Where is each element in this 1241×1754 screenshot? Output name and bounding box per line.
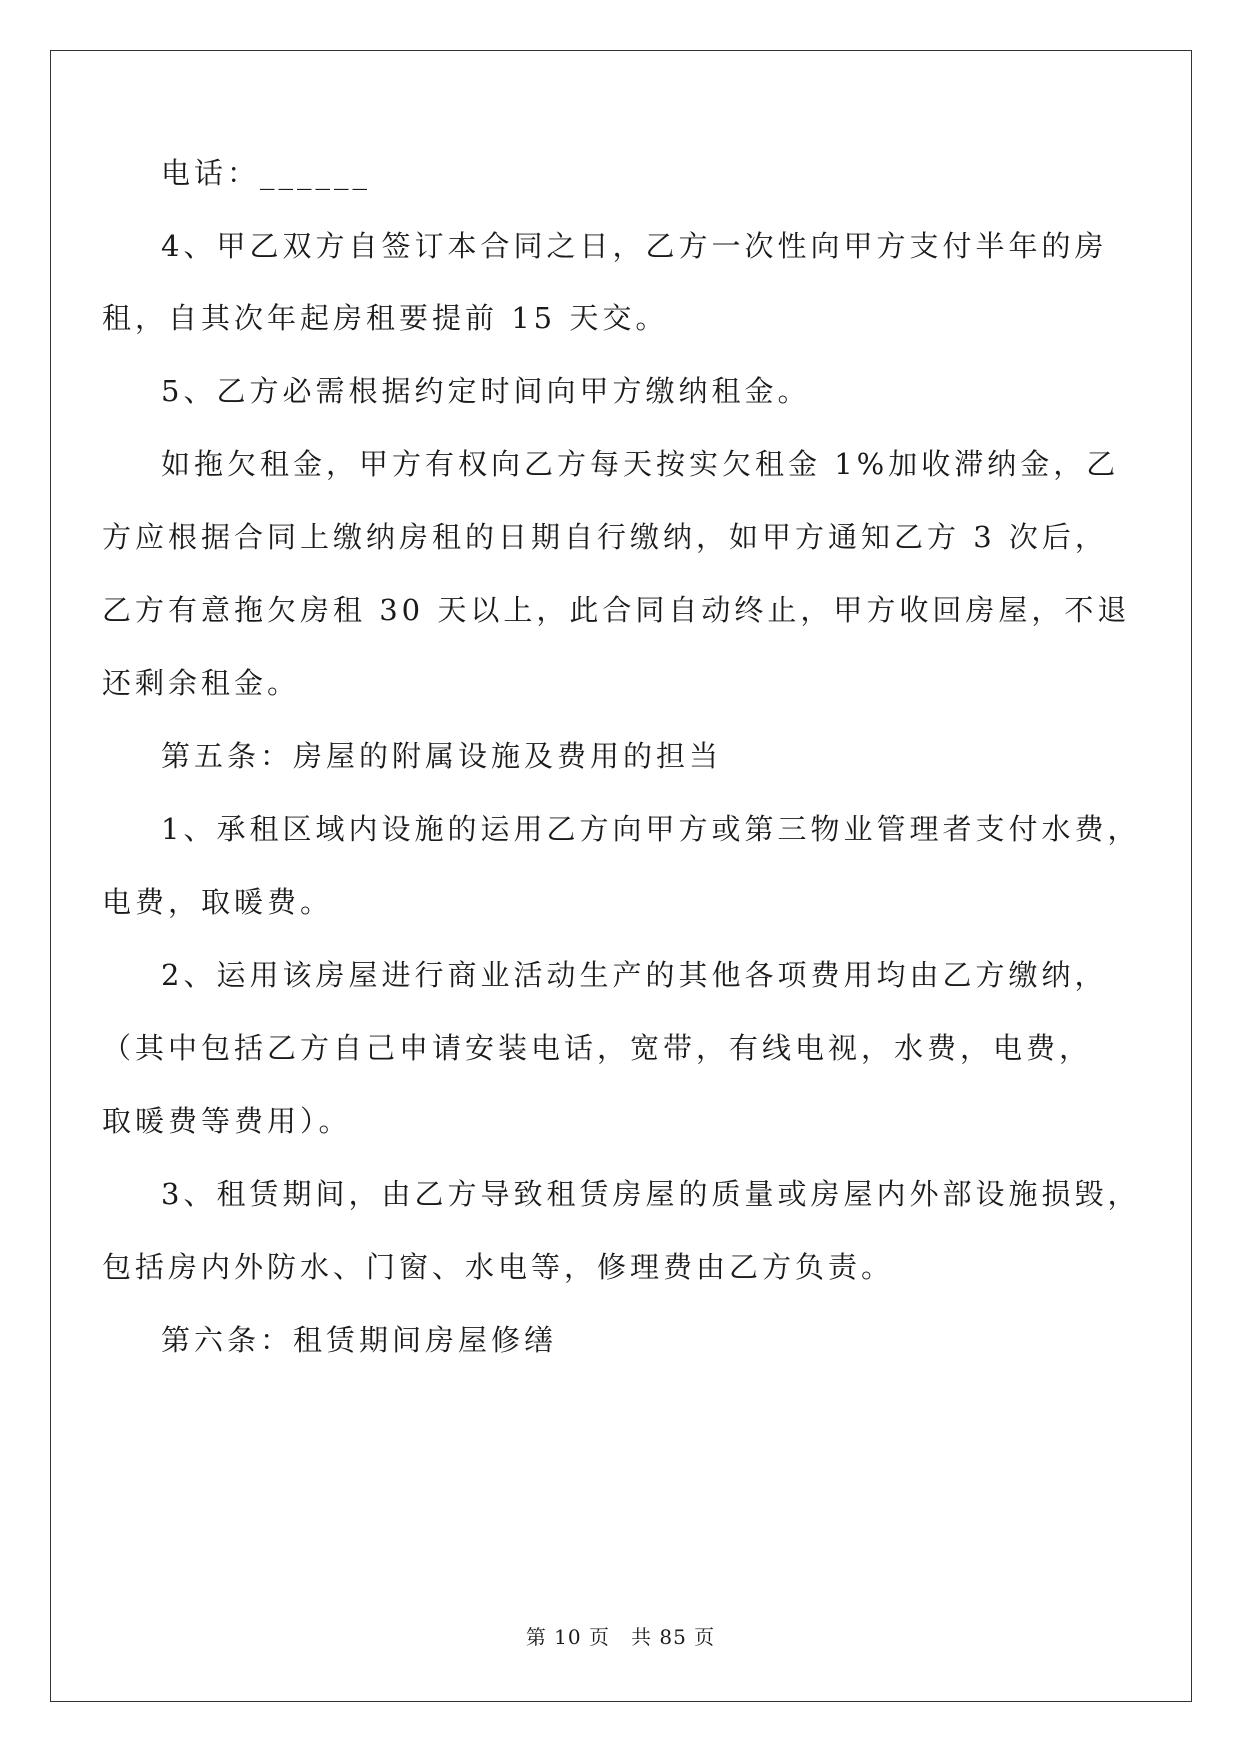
article-5-item-2-line-3: 取暖费等费用）。	[102, 1104, 352, 1138]
clause-4-line-1: 4、甲乙双方自签订本合同之日，乙方一次性向甲方支付半年的房	[161, 229, 1108, 263]
article-5-item-1-line-1: 1、承租区域内设施的运用乙方向甲方或第三物业管理者支付水费，	[161, 812, 1141, 846]
article-5-item-3-line-2: 包括房内外防水、门窗、水电等，修理费由乙方负责。	[102, 1250, 895, 1284]
page-number-footer: 第 10 页 共 85 页	[525, 1625, 716, 1649]
late-fee-line-1: 如拖欠租金，甲方有权向乙方每天按实欠租金 1%加收滞纳金，乙	[161, 447, 1120, 481]
article-6-heading: 第六条：租赁期间房屋修缮	[161, 1323, 558, 1357]
article-5-item-2-line-1: 2、运用该房屋进行商业活动生产的其他各项费用均由乙方缴纳，	[161, 958, 1108, 992]
article-5-item-1-line-2: 电费，取暖费。	[102, 885, 334, 919]
phone-line: 电话：______	[161, 156, 372, 190]
late-fee-line-2: 方应根据合同上缴纳房租的日期自行缴纳，如甲方通知乙方 3 次后，	[102, 520, 1108, 554]
clause-5-line: 5、乙方必需根据约定时间向甲方缴纳租金。	[161, 374, 811, 408]
article-5-item-2-line-2: （其中包括乙方自己申请安装电话，宽带，有线电视，水费，电费，	[102, 1031, 1093, 1065]
clause-4-line-2: 租，自其次年起房租要提前 15 天交。	[102, 301, 669, 335]
late-fee-line-3: 乙方有意拖欠房租 30 天以上，此合同自动终止，甲方收回房屋，不退	[102, 593, 1131, 627]
article-5-item-3-line-1: 3、租赁期间，由乙方导致租赁房屋的质量或房屋内外部设施损毁，	[161, 1177, 1141, 1211]
late-fee-line-4: 还剩余租金。	[102, 666, 301, 700]
article-5-heading: 第五条：房屋的附属设施及费用的担当	[161, 739, 723, 773]
